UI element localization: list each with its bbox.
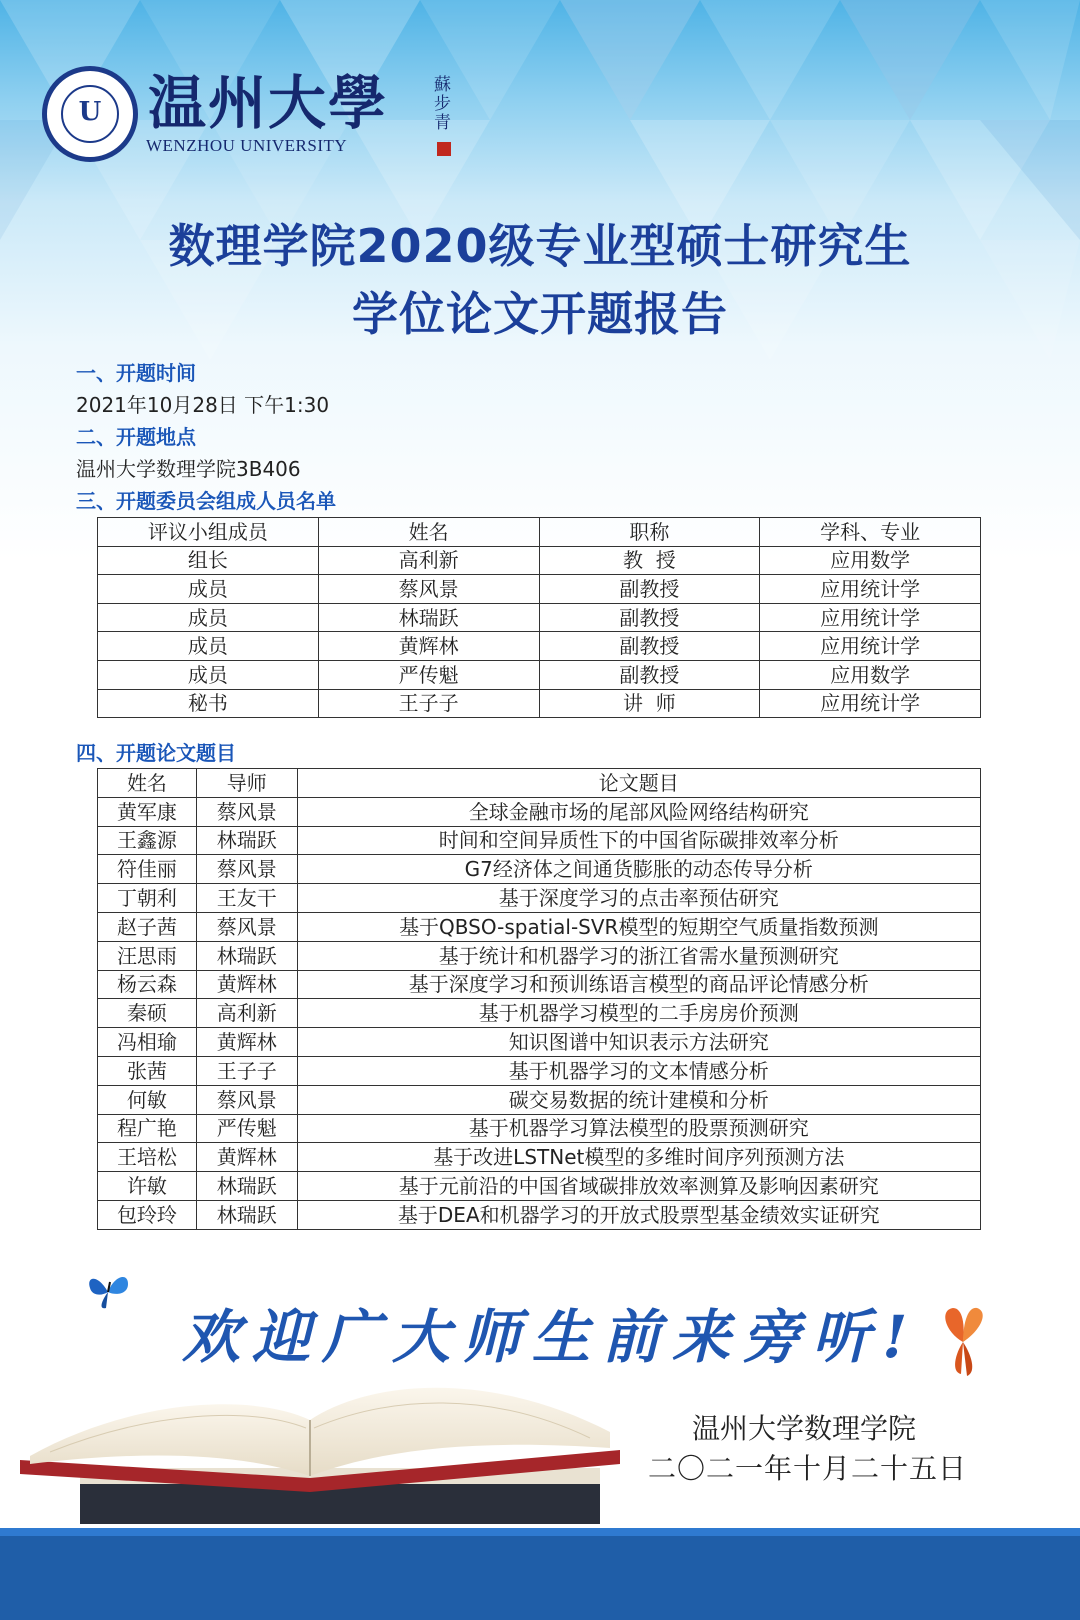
table-row [98, 941, 981, 970]
table-row [98, 1056, 981, 1085]
column-header: 姓名 [318, 518, 539, 547]
table-row [98, 1085, 981, 1114]
table-cell: 讲 师 [539, 689, 760, 718]
footer-organization: 温州大学数理学院 [692, 1412, 917, 1445]
section-thesis-heading: 四、开题论文题目 [76, 741, 236, 765]
table-row [98, 689, 981, 718]
table-cell: 王友干 [196, 884, 297, 913]
table-cell: 林瑞跃 [196, 826, 297, 855]
table-row [98, 1114, 981, 1143]
table-row [98, 797, 981, 826]
university-name-cn: 温州大學 [148, 69, 389, 137]
table-cell: G7经济体之间通货膨胀的动态传导分析 [297, 855, 980, 884]
table-cell: 成员 [98, 575, 319, 604]
welcome-slogan: 欢迎广大师生前来旁听! [182, 1303, 920, 1371]
footer-bar [0, 1536, 1080, 1620]
column-header: 评议小组成员 [98, 518, 319, 547]
table-cell: 副教授 [539, 632, 760, 661]
table-cell: 严传魁 [318, 660, 539, 689]
committee-table [97, 517, 981, 718]
table-cell: 黄辉林 [196, 1028, 297, 1057]
table-cell: 蔡风景 [196, 912, 297, 941]
red-seal-icon [437, 142, 451, 156]
table-row [98, 1143, 981, 1172]
table-cell: 副教授 [539, 603, 760, 632]
column-header: 职称 [539, 518, 760, 547]
calligraphy-signature: 蘇步青 [434, 75, 451, 133]
university-name-en: WENZHOU UNIVERSITY [146, 136, 348, 155]
table-cell: 应用统计学 [760, 575, 981, 604]
table-cell: 黄辉林 [196, 1143, 297, 1172]
table-cell: 林瑞跃 [318, 603, 539, 632]
table-cell: 基于深度学习的点击率预估研究 [297, 884, 980, 913]
table-cell: 基于机器学习模型的二手房房价预测 [297, 999, 980, 1028]
footer-date: 二〇二一年十月二十五日 [648, 1452, 968, 1485]
table-cell: 林瑞跃 [196, 1172, 297, 1201]
table-cell: 符佳丽 [98, 855, 197, 884]
table-cell: 丁朝利 [98, 884, 197, 913]
university-emblem-icon [42, 66, 138, 162]
table-cell: 包玲玲 [98, 1200, 197, 1229]
table-row [98, 970, 981, 999]
table-cell: 副教授 [539, 660, 760, 689]
table-cell: 应用统计学 [760, 603, 981, 632]
page-title-line2: 学位论文开题报告 [352, 287, 728, 341]
thesis-table [97, 768, 981, 1230]
table-cell: 王子子 [196, 1056, 297, 1085]
table-cell: 成员 [98, 632, 319, 661]
table-cell: 时间和空间异质性下的中国省际碳排效率分析 [297, 826, 980, 855]
table-cell: 基于改进LSTNet模型的多维时间序列预测方法 [297, 1143, 980, 1172]
table-cell: 基于机器学习算法模型的股票预测研究 [297, 1114, 980, 1143]
table-cell: 何敏 [98, 1085, 197, 1114]
table-cell: 蔡风景 [196, 797, 297, 826]
table-cell: 程广艳 [98, 1114, 197, 1143]
table-cell: 基于机器学习的文本情感分析 [297, 1056, 980, 1085]
table-header-row [98, 769, 981, 798]
blue-butterfly-icon [84, 1270, 134, 1314]
table-row [98, 884, 981, 913]
column-header: 论文题目 [297, 769, 980, 798]
table-cell: 应用数学 [760, 660, 981, 689]
column-header: 导师 [196, 769, 297, 798]
table-cell: 杨云森 [98, 970, 197, 999]
table-header-row [98, 518, 981, 547]
section-time-heading: 一、开题时间 [76, 361, 196, 385]
table-cell: 组长 [98, 546, 319, 575]
table-cell: 汪思雨 [98, 941, 197, 970]
table-cell: 黄军康 [98, 797, 197, 826]
table-cell: 林瑞跃 [196, 941, 297, 970]
table-cell: 基于QBSO-spatial-SVR模型的短期空气质量指数预测 [297, 912, 980, 941]
table-cell: 赵子茜 [98, 912, 197, 941]
table-cell: 蔡风景 [196, 855, 297, 884]
table-cell: 应用数学 [760, 546, 981, 575]
column-header: 姓名 [98, 769, 197, 798]
table-cell: 王鑫源 [98, 826, 197, 855]
table-row [98, 1172, 981, 1201]
table-cell: 王子子 [318, 689, 539, 718]
table-cell: 全球金融市场的尾部风险网络结构研究 [297, 797, 980, 826]
emblem-mark: U [61, 85, 119, 143]
table-cell: 知识图谱中知识表示方法研究 [297, 1028, 980, 1057]
table-row [98, 575, 981, 604]
orange-butterfly-icon [935, 1302, 991, 1382]
table-cell: 黄辉林 [196, 970, 297, 999]
table-cell: 应用统计学 [760, 632, 981, 661]
table-cell: 许敏 [98, 1172, 197, 1201]
section-place-heading: 二、开题地点 [76, 425, 196, 449]
table-row [98, 1028, 981, 1057]
table-row [98, 855, 981, 884]
table-cell: 成员 [98, 603, 319, 632]
table-cell: 成员 [98, 660, 319, 689]
table-cell: 林瑞跃 [196, 1200, 297, 1229]
table-row [98, 1200, 981, 1229]
table-cell: 基于DEA和机器学习的开放式股票型基金绩效实证研究 [297, 1200, 980, 1229]
table-cell: 严传魁 [196, 1114, 297, 1143]
table-row [98, 999, 981, 1028]
university-logo [42, 66, 482, 176]
table-cell: 蔡风景 [318, 575, 539, 604]
section-place-value: 温州大学数理学院3B406 [76, 457, 301, 481]
section-committee-heading: 三、开题委员会组成人员名单 [76, 489, 336, 513]
table-cell: 王培松 [98, 1143, 197, 1172]
table-row [98, 632, 981, 661]
table-cell: 基于元前沿的中国省域碳排放效率测算及影响因素研究 [297, 1172, 980, 1201]
table-row [98, 546, 981, 575]
table-cell: 秘书 [98, 689, 319, 718]
table-cell: 冯相瑜 [98, 1028, 197, 1057]
table-cell: 高利新 [196, 999, 297, 1028]
column-header: 学科、专业 [760, 518, 981, 547]
page-title-line1: 数理学院2020级专业型硕士研究生 [168, 219, 912, 273]
table-cell: 应用统计学 [760, 689, 981, 718]
table-cell: 黄辉林 [318, 632, 539, 661]
table-cell: 碳交易数据的统计建模和分析 [297, 1085, 980, 1114]
table-cell: 秦硕 [98, 999, 197, 1028]
open-book-illustration [10, 1340, 630, 1540]
table-row [98, 603, 981, 632]
table-cell: 蔡风景 [196, 1085, 297, 1114]
table-cell: 基于统计和机器学习的浙江省需水量预测研究 [297, 941, 980, 970]
table-row [98, 912, 981, 941]
table-cell: 副教授 [539, 575, 760, 604]
table-cell: 教 授 [539, 546, 760, 575]
table-row [98, 660, 981, 689]
table-cell: 高利新 [318, 546, 539, 575]
table-row [98, 826, 981, 855]
table-cell: 基于深度学习和预训练语言模型的商品评论情感分析 [297, 970, 980, 999]
table-cell: 张茜 [98, 1056, 197, 1085]
section-time-value: 2021年10月28日 下午1:30 [76, 393, 330, 417]
